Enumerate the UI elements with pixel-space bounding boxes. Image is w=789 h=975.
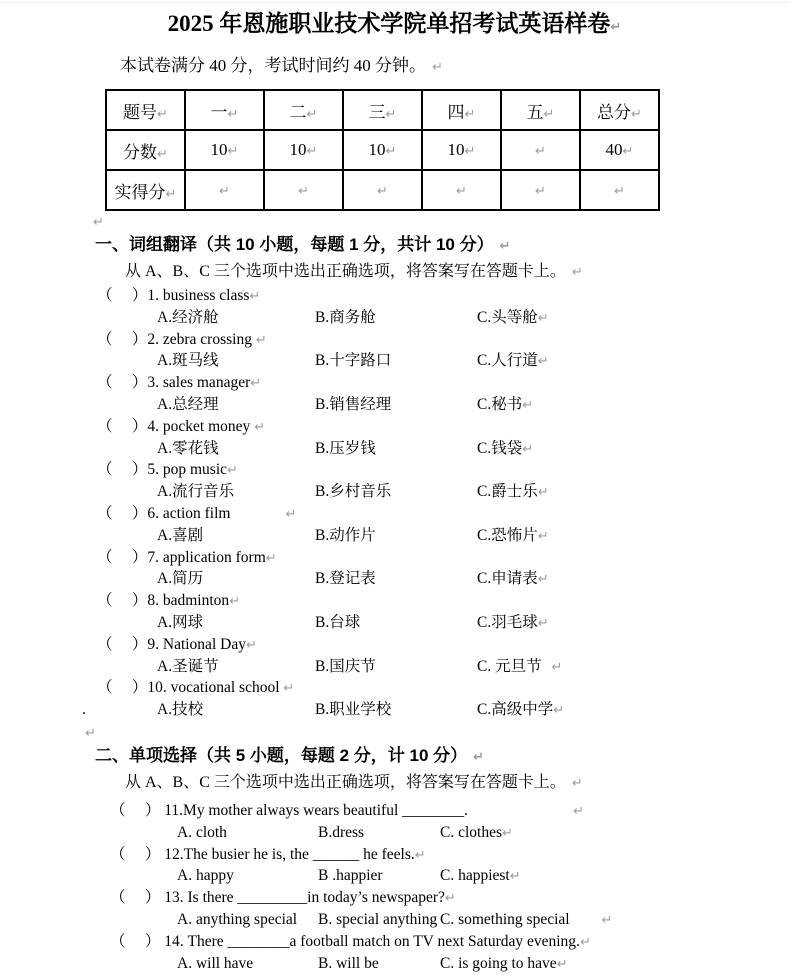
question-9-line bbox=[97, 635, 789, 657]
score-table-cell[interactable] bbox=[580, 170, 659, 210]
option-c: C.恐怖片 bbox=[477, 526, 538, 544]
score-table-cell[interactable] bbox=[343, 170, 422, 210]
option-c: C.钱袋 bbox=[477, 439, 523, 457]
cell-text: 总分 bbox=[597, 102, 632, 122]
cell-text: 三 bbox=[368, 102, 386, 122]
cell-text: 10 bbox=[447, 140, 465, 159]
cell-mark: ↵ bbox=[631, 106, 642, 122]
paragraph-mark: ↵ bbox=[537, 615, 549, 631]
question-6-line bbox=[97, 504, 789, 526]
question-3-options bbox=[157, 395, 789, 417]
paragraph-mark: ↵ bbox=[571, 265, 583, 280]
option-b: B.商务舱 bbox=[315, 308, 376, 326]
paragraph-mark: ↵ bbox=[227, 463, 238, 479]
option-b: B. special anything bbox=[318, 910, 438, 928]
empty-paragraph bbox=[0, 211, 789, 232]
question-14-options bbox=[177, 954, 789, 975]
paragraph-mark: ↵ bbox=[283, 681, 295, 697]
option-b: B.压岁钱 bbox=[315, 439, 376, 457]
option-c: C. happiest bbox=[440, 867, 510, 885]
section-1-heading bbox=[95, 233, 789, 258]
question-9-options bbox=[157, 657, 789, 679]
cell-mark: ↵ bbox=[227, 106, 239, 122]
question-8-options bbox=[157, 613, 789, 635]
score-table-cell[interactable] bbox=[106, 90, 185, 130]
option-a: A.斑马线 bbox=[157, 352, 219, 370]
cell-mark: ↵ bbox=[165, 186, 177, 202]
page-title-text: 2025 年恩施职业技术学院单招考试英语样卷 bbox=[167, 11, 611, 36]
cell-mark: ↵ bbox=[385, 106, 397, 122]
section-1-questions bbox=[0, 286, 789, 722]
question-3-line bbox=[97, 373, 789, 395]
option-b: B.十字路口 bbox=[315, 352, 392, 370]
cell-text: 题号 bbox=[123, 102, 158, 122]
score-table-cell[interactable] bbox=[106, 130, 185, 170]
question-stem: （ ）5. pop music bbox=[97, 461, 228, 479]
stray-dot: . bbox=[82, 701, 86, 719]
cell-text: 实得分 bbox=[114, 182, 166, 202]
score-table-cell[interactable] bbox=[264, 90, 343, 130]
paragraph-mark: ↵ bbox=[85, 725, 96, 741]
cell-mark: ↵ bbox=[543, 106, 555, 122]
cell-mark: ↵ bbox=[464, 144, 476, 159]
score-table-cell[interactable] bbox=[264, 130, 343, 170]
question-4-options bbox=[157, 439, 789, 461]
cell-text: 10 bbox=[289, 140, 307, 159]
paragraph-mark: ↵ bbox=[571, 775, 583, 791]
paragraph-mark: ↵ bbox=[551, 659, 563, 675]
exam-info-text: 本试卷满分 40 分，考试时间约 40 分钟。 bbox=[120, 56, 426, 75]
paragraph-mark: ↵ bbox=[255, 332, 267, 348]
cell-mark: ↵ bbox=[535, 184, 546, 199]
paragraph-mark: ↵ bbox=[229, 594, 241, 610]
question-5-options bbox=[157, 482, 789, 504]
question-2-options bbox=[157, 351, 789, 373]
question-8-line bbox=[97, 591, 789, 613]
question-stem: （ ）8. badminton bbox=[97, 592, 230, 610]
score-table-row-headers bbox=[106, 90, 659, 130]
question-1-options bbox=[157, 308, 789, 330]
score-table-cell[interactable] bbox=[343, 90, 422, 130]
cell-mark: ↵ bbox=[385, 144, 397, 159]
section-2-heading-text: 二、单项选择（共 5 小题，每题 2 分，计 10 分） bbox=[95, 745, 468, 765]
option-a: A.技校 bbox=[157, 701, 204, 719]
question-stem: （ ）3. sales manager bbox=[97, 374, 251, 392]
question-1-line bbox=[97, 286, 789, 308]
cell-mark: ↵ bbox=[157, 146, 168, 162]
cell-mark: ↵ bbox=[614, 184, 625, 199]
cell-mark: ↵ bbox=[456, 184, 467, 199]
score-table-cell[interactable] bbox=[501, 170, 580, 210]
paragraph-mark: ↵ bbox=[245, 637, 257, 653]
paragraph-mark: ↵ bbox=[499, 239, 511, 254]
question-7-options bbox=[157, 569, 789, 591]
option-b: B.登记表 bbox=[315, 570, 376, 588]
option-b: B.乡村音乐 bbox=[315, 483, 392, 501]
cell-text: 10 bbox=[210, 140, 228, 159]
option-b: B.销售经理 bbox=[315, 395, 392, 413]
question-13-line bbox=[110, 888, 789, 910]
question-6-options bbox=[157, 526, 789, 548]
option-b: B.台球 bbox=[315, 613, 361, 631]
option-c: C.申请表 bbox=[477, 570, 538, 588]
score-table-cell[interactable] bbox=[422, 130, 501, 170]
score-table bbox=[105, 89, 660, 211]
paragraph-mark: ↵ bbox=[610, 20, 622, 35]
question-stem: （ ）1. business class bbox=[97, 287, 250, 304]
cell-text: 分数 bbox=[123, 142, 158, 162]
paragraph-mark: ↵ bbox=[265, 550, 277, 566]
paragraph-mark: ↵ bbox=[509, 869, 521, 885]
paragraph-mark: ↵ bbox=[556, 956, 568, 972]
option-b: B.动作片 bbox=[315, 526, 376, 544]
question-13-options bbox=[177, 910, 789, 932]
section-1-instruction bbox=[125, 261, 789, 284]
empty-paragraph bbox=[0, 722, 789, 743]
question-stem: （ ） 11.My mother always wears beautiful ________. bbox=[110, 801, 469, 819]
cell-mark: ↵ bbox=[298, 184, 309, 199]
score-table-cell[interactable] bbox=[501, 130, 580, 170]
page-title bbox=[0, 0, 789, 44]
cell-text: 10 bbox=[368, 140, 386, 159]
question-stem: （ ）4. pocket money bbox=[97, 417, 255, 435]
question-stem: （ ）6. action film bbox=[97, 504, 231, 522]
cell-text: 五 bbox=[526, 102, 544, 122]
cell-mark: ↵ bbox=[622, 144, 634, 159]
cell-mark: ↵ bbox=[306, 106, 318, 122]
question-4-line bbox=[97, 417, 789, 439]
paragraph-mark: ↵ bbox=[502, 825, 513, 841]
paragraph-mark: ↵ bbox=[254, 419, 266, 435]
paragraph-mark: ↵ bbox=[250, 376, 262, 392]
question-stem: （ ）2. zebra crossing bbox=[97, 330, 256, 348]
score-table-cell[interactable] bbox=[264, 170, 343, 210]
option-a: A. anything special bbox=[177, 910, 298, 928]
cell-text: 一 bbox=[210, 102, 228, 122]
option-a: A.零花钱 bbox=[157, 439, 219, 457]
question-11-line bbox=[110, 801, 789, 823]
question-5-line bbox=[97, 460, 789, 482]
option-b: B. will be bbox=[318, 954, 379, 972]
option-a: A. cloth bbox=[177, 823, 227, 841]
option-a: A. will have bbox=[177, 954, 254, 972]
section-2-instruction bbox=[125, 772, 789, 795]
score-table-cell[interactable] bbox=[580, 90, 659, 130]
paragraph-mark: ↵ bbox=[432, 60, 443, 75]
score-table-cell[interactable] bbox=[106, 170, 185, 210]
paragraph-mark: ↵ bbox=[553, 703, 565, 719]
cell-mark: ↵ bbox=[227, 144, 239, 159]
option-a: A.网球 bbox=[157, 613, 204, 631]
score-table-row-points bbox=[106, 130, 659, 170]
paragraph-mark: ↵ bbox=[93, 215, 104, 230]
cell-mark: ↵ bbox=[535, 144, 546, 159]
option-c: C. something special bbox=[440, 910, 574, 928]
question-11-options bbox=[177, 823, 789, 845]
question-10-line bbox=[97, 678, 789, 700]
option-c: C.人行道 bbox=[477, 352, 538, 370]
score-table-cell[interactable] bbox=[422, 170, 501, 210]
option-c: C.爵士乐 bbox=[477, 483, 538, 501]
option-a: A. happy bbox=[177, 867, 234, 885]
paragraph-mark: ↵ bbox=[522, 441, 534, 457]
score-table-cell[interactable] bbox=[422, 90, 501, 130]
question-10-options bbox=[82, 700, 789, 722]
paragraph-mark: ↵ bbox=[537, 572, 549, 588]
question-12-options bbox=[177, 866, 789, 888]
option-b: B.dress bbox=[318, 823, 365, 841]
paragraph-mark: ↵ bbox=[473, 749, 485, 765]
question-stem: （ ）9. National Day bbox=[97, 635, 246, 653]
window-edge-line bbox=[0, 2, 789, 3]
option-b: B .happier bbox=[318, 867, 383, 885]
cell-text: 四 bbox=[447, 102, 465, 122]
paragraph-mark: ↵ bbox=[601, 912, 613, 928]
question-stem: （ ）10. vocational school bbox=[97, 679, 284, 697]
cell-mark: ↵ bbox=[306, 144, 318, 159]
question-stem: （ ）7. application form bbox=[97, 548, 266, 566]
section-2-instruction-text: 从 A、B、C 三个选项中选出正确选项，将答案写在答题卡上。 bbox=[125, 773, 566, 791]
option-c: C.秘书 bbox=[477, 395, 523, 413]
cell-mark: ↵ bbox=[464, 106, 476, 122]
option-a: A.简历 bbox=[157, 570, 204, 588]
score-table-row-earned bbox=[106, 170, 659, 210]
paragraph-mark: ↵ bbox=[537, 485, 549, 501]
paragraph-mark: ↵ bbox=[444, 891, 456, 907]
paragraph-mark: ↵ bbox=[537, 354, 549, 370]
option-c: C. is going to have bbox=[440, 954, 557, 972]
section-1-instruction-text: 从 A、B、C 三个选项中选出正确选项，将答案写在答题卡上。 bbox=[125, 263, 566, 280]
cell-mark: ↵ bbox=[157, 106, 168, 122]
option-a: A.喜剧 bbox=[157, 526, 204, 544]
option-c: C.头等舱 bbox=[477, 308, 538, 326]
option-a: A.圣诞节 bbox=[157, 657, 219, 675]
question-2-line bbox=[97, 330, 789, 352]
option-b: B.国庆节 bbox=[315, 657, 376, 675]
section-2-heading bbox=[95, 744, 789, 769]
option-a: A.经济舱 bbox=[157, 308, 219, 326]
score-table-cell[interactable] bbox=[580, 130, 659, 170]
option-c: C.羽毛球 bbox=[477, 613, 538, 631]
question-12-line bbox=[110, 845, 789, 867]
question-stem: （ ） 14. There ________a football match on TV next Saturday evening. bbox=[110, 932, 580, 950]
paragraph-mark: ↵ bbox=[249, 289, 261, 304]
cell-text: 40 bbox=[605, 140, 623, 159]
score-table-cell[interactable] bbox=[185, 130, 264, 170]
paragraph-mark: ↵ bbox=[579, 934, 591, 950]
option-a: A.总经理 bbox=[157, 395, 219, 413]
section-1-heading-text: 一、词组翻译（共 10 小题，每题 1 分，共计 10 分） bbox=[95, 235, 494, 254]
option-c: C. clothes bbox=[440, 823, 502, 841]
paragraph-mark: ↵ bbox=[522, 397, 534, 413]
option-c: C. 元旦节 bbox=[477, 657, 546, 675]
section-2-questions bbox=[0, 801, 789, 975]
exam-info bbox=[120, 54, 789, 80]
score-table-cell[interactable] bbox=[185, 170, 264, 210]
question-7-line bbox=[97, 548, 789, 570]
paragraph-mark: ↵ bbox=[573, 803, 584, 819]
question-stem: （ ） 12.The busier he is, the ______ he feels. bbox=[110, 845, 415, 863]
paragraph-mark: ↵ bbox=[537, 310, 549, 326]
question-stem: （ ） 13. Is there _________in today’s newspaper? bbox=[110, 889, 445, 907]
option-c: C.高级中学 bbox=[477, 701, 554, 719]
cell-text: 二 bbox=[289, 102, 307, 122]
paragraph-mark: ↵ bbox=[414, 847, 426, 863]
option-a: A.流行音乐 bbox=[157, 483, 235, 501]
option-b: B.职业学校 bbox=[315, 701, 392, 719]
cell-mark: ↵ bbox=[219, 184, 230, 199]
score-table-cell[interactable] bbox=[343, 130, 422, 170]
score-table-cell[interactable] bbox=[185, 90, 264, 130]
score-table-cell[interactable] bbox=[501, 90, 580, 130]
cell-mark: ↵ bbox=[377, 184, 388, 199]
paragraph-mark: ↵ bbox=[285, 506, 297, 522]
paragraph-mark: ↵ bbox=[537, 528, 549, 544]
question-14-line bbox=[110, 932, 789, 954]
